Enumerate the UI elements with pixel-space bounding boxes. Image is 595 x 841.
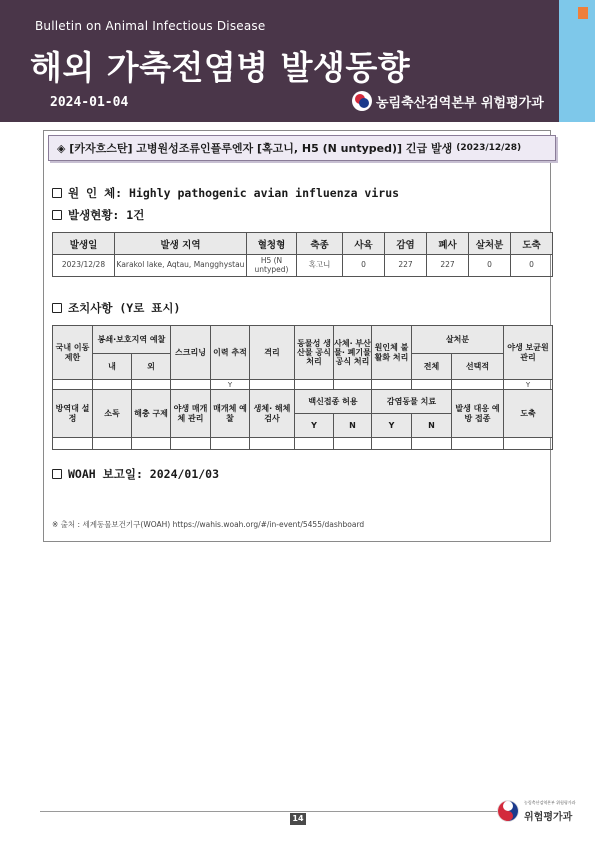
table-header: 발생 대응 예방 접종 <box>452 390 504 438</box>
table-cell <box>295 438 334 450</box>
table-header: 봉쇄·보호지역 예찰 <box>93 326 171 354</box>
table-row <box>53 380 553 390</box>
table-cell <box>412 380 452 390</box>
table-cell <box>53 438 93 450</box>
report-title-date: (2023/12/28) <box>456 143 522 153</box>
bulletin-subtitle: Bulletin on Animal Infectious Disease <box>35 19 266 33</box>
table-header: 전체 <box>412 354 452 380</box>
measures-header-row-1 <box>53 326 553 354</box>
page-number: 14 <box>290 813 306 825</box>
table-cell <box>132 438 171 450</box>
footer-rule <box>40 811 500 812</box>
measures-line <box>52 300 180 316</box>
checkbox-icon <box>52 469 62 479</box>
source-note: ※ 출처 : 세계동물보건기구(WOAH) https://wahis.woah.org/#/in-event/5455/dashboard <box>52 520 365 529</box>
table-cell <box>53 380 93 390</box>
checkbox-icon <box>52 210 62 220</box>
table-cell <box>295 380 334 390</box>
table-header: 감염동물 치료 <box>372 390 452 414</box>
table-header: N <box>412 414 452 438</box>
table-cell <box>372 438 412 450</box>
header-org <box>352 91 544 111</box>
table-cell: H5 (N untyped) <box>247 255 297 277</box>
table-header: 스크리닝 <box>171 326 211 380</box>
header-accent-orange <box>578 7 588 19</box>
table-header: 야생 매개체 관리 <box>171 390 211 438</box>
table-cell <box>211 438 250 450</box>
table-header: 외 <box>132 354 171 380</box>
table-row <box>53 438 553 450</box>
table-cell <box>250 438 295 450</box>
table-cell: Y <box>211 380 250 390</box>
measures-table <box>52 325 553 450</box>
table-cell <box>171 380 211 390</box>
woah-text: WOAH 보고일: 2024/01/03 <box>68 467 220 481</box>
footer-org: 농림축산검역본부 위험평가과 <box>524 800 576 805</box>
table-header: 격리 <box>250 326 295 380</box>
header-accent-blue <box>559 0 595 122</box>
woah-line <box>52 466 219 482</box>
table-cell <box>504 438 553 450</box>
outbreak-header-row <box>53 233 553 255</box>
table-header: Y <box>295 414 334 438</box>
table-cell: 0 <box>343 255 385 277</box>
table-header: 발생일 <box>53 233 115 255</box>
table-cell: 0 <box>469 255 511 277</box>
measures-header-row-3 <box>53 390 553 414</box>
cause-text: 원 인 체: Highly pathogenic avian influenza virus <box>68 186 400 200</box>
table-header: 도축 <box>511 233 553 255</box>
table-header: 원인체 불활화 처리 <box>372 326 412 380</box>
table-header: 선택적 <box>452 354 504 380</box>
table-cell <box>334 438 372 450</box>
table-cell <box>412 438 452 450</box>
table-header: 발생 지역 <box>115 233 247 255</box>
page-title: 해외 가축전염병 발생동향 <box>30 48 411 87</box>
table-header: 사육 <box>343 233 385 255</box>
table-header: 감염 <box>385 233 427 255</box>
table-header: 폐사 <box>427 233 469 255</box>
table-cell <box>372 380 412 390</box>
table-header: 도축 <box>504 390 553 438</box>
table-header: 소독 <box>93 390 132 438</box>
outbreak-table <box>52 232 553 277</box>
report-title-main: ◈ [카자흐스탄] 고병원성조류인플루엔자 [혹고니, H5 (N untyped)] 긴급 발생 <box>57 142 453 155</box>
publish-date: 2024-01-04 <box>50 95 129 110</box>
table-header: 살처분 <box>469 233 511 255</box>
cause-line <box>52 185 399 201</box>
table-cell <box>93 380 132 390</box>
table-header: N <box>334 414 372 438</box>
table-cell <box>132 380 171 390</box>
header-org-name: 농림축산검역본부 위험평가과 <box>376 95 544 111</box>
table-header: 축종 <box>297 233 343 255</box>
table-cell: 0 <box>511 255 553 277</box>
report-title <box>48 135 556 161</box>
table-cell: 227 <box>385 255 427 277</box>
table-header: 해충 구제 <box>132 390 171 438</box>
status-text: 발생현황: 1건 <box>68 208 145 222</box>
table-header: 매개체 예찰 <box>211 390 250 438</box>
table-header: 백신접종 허용 <box>295 390 372 414</box>
table-cell <box>171 438 211 450</box>
table-header: 이력 추적 <box>211 326 250 380</box>
table-header: 생체· 해체 검사 <box>250 390 295 438</box>
table-cell <box>250 380 295 390</box>
table-row <box>53 255 553 277</box>
taeguk-logo-icon <box>497 800 519 822</box>
status-line <box>52 207 144 223</box>
taeguk-logo-icon <box>352 91 372 111</box>
table-header: 동물성 생산물 공식 처리 <box>295 326 334 380</box>
table-cell: 2023/12/28 <box>53 255 115 277</box>
table-cell <box>334 380 372 390</box>
table-cell: 혹고니 <box>297 255 343 277</box>
table-header: 내 <box>93 354 132 380</box>
table-header: 방역대 설정 <box>53 390 93 438</box>
footer-team: 위험평가과 <box>524 812 573 823</box>
table-cell: 227 <box>427 255 469 277</box>
table-cell <box>452 438 504 450</box>
table-cell: Y <box>504 380 553 390</box>
table-header: 야생 보균원 관리 <box>504 326 553 380</box>
table-header: 사체· 부산물· 폐기물 공식 처리 <box>334 326 372 380</box>
table-cell: Karakol lake, Aqtau, Mangghystau <box>115 255 247 277</box>
table-header: 살처분 <box>412 326 504 354</box>
measures-text: 조치사항 (Y로 표시) <box>68 301 181 315</box>
table-cell <box>452 380 504 390</box>
checkbox-icon <box>52 188 62 198</box>
table-header: 혈청형 <box>247 233 297 255</box>
table-header: 국내 이동 제한 <box>53 326 93 380</box>
table-cell <box>93 438 132 450</box>
checkbox-icon <box>52 303 62 313</box>
table-header: Y <box>372 414 412 438</box>
